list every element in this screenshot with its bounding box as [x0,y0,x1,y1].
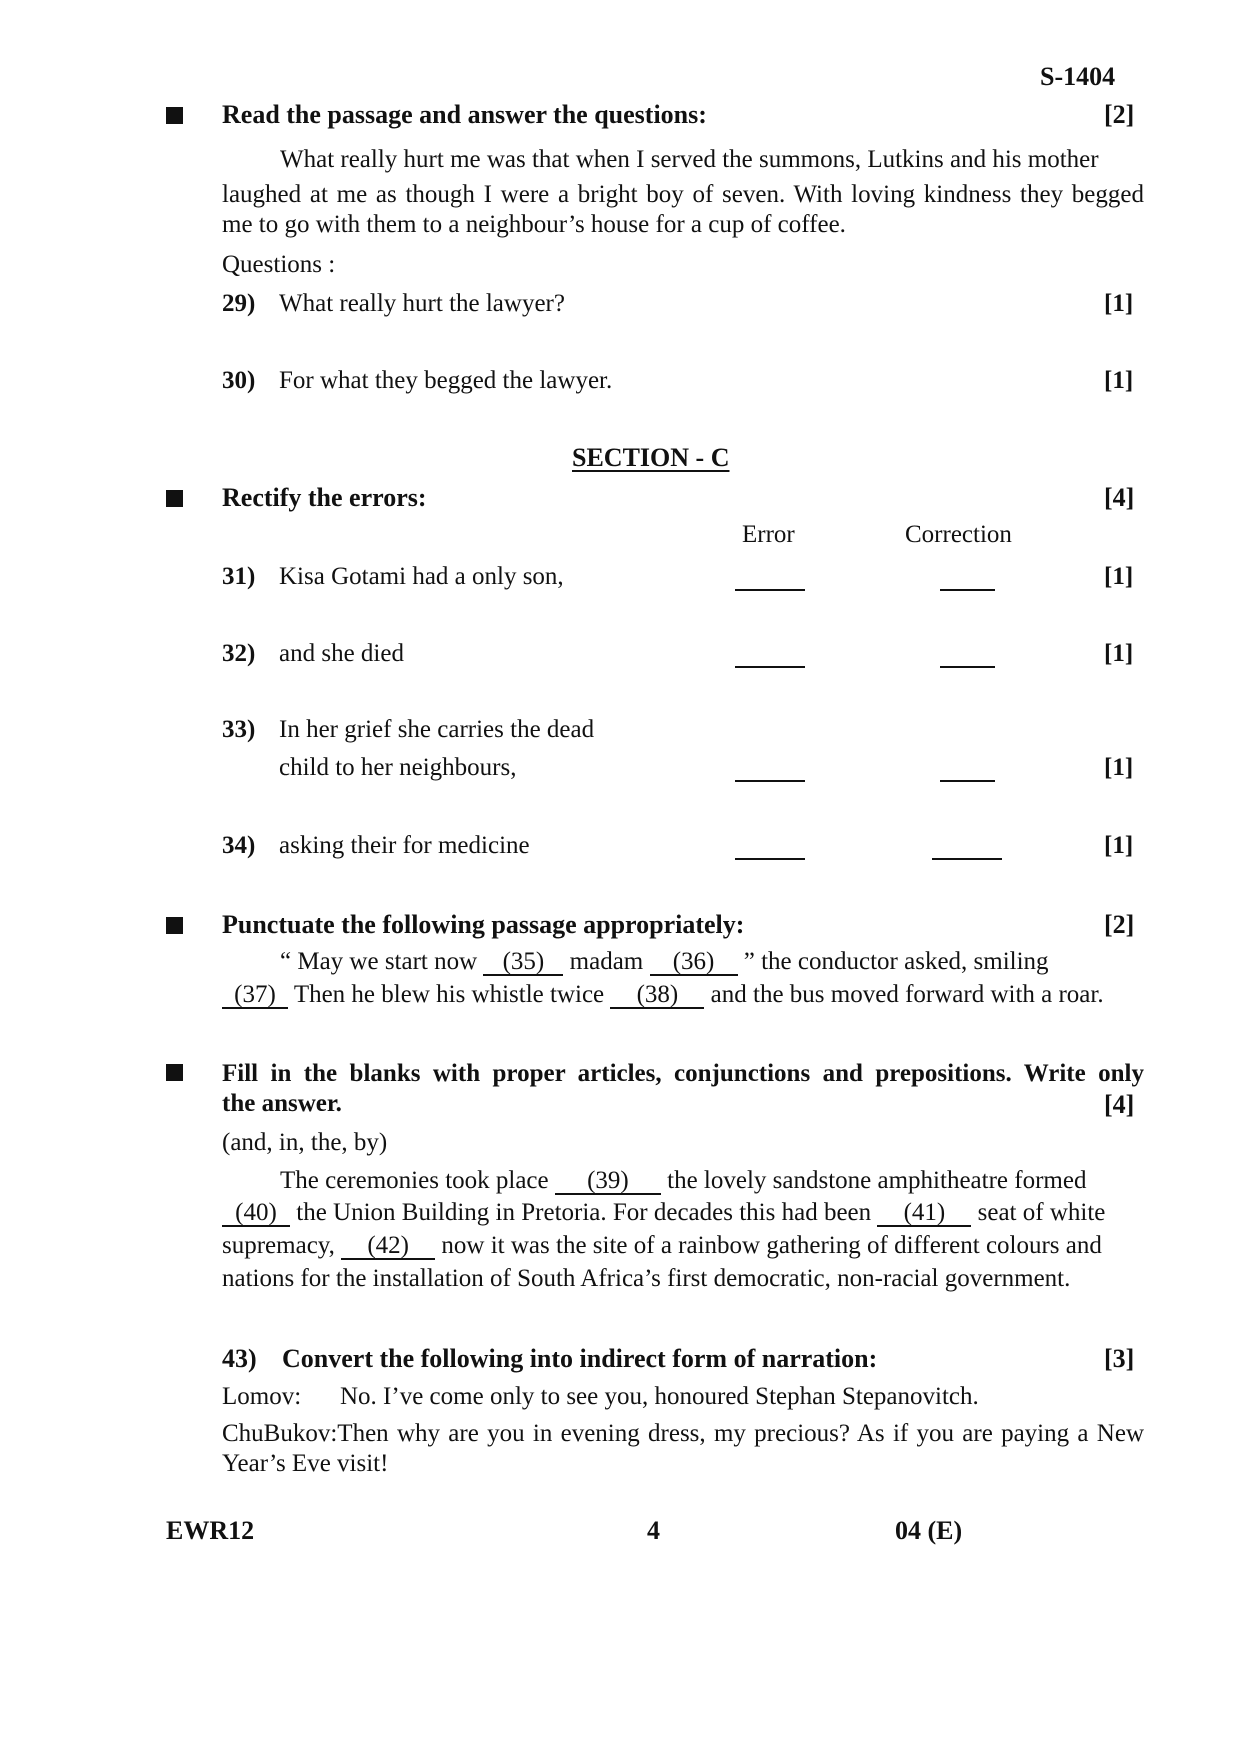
blank-40: (40) [222,1201,290,1227]
passage-text: and the bus moved forward with a roar. [710,981,1104,1008]
question-text: For what they begged the lawyer. [279,367,613,394]
narration-marks: [3] [1104,1344,1135,1373]
passage-text: now it was the site of a rainbow gathering of different colours and [441,1232,1102,1259]
item-marks: [1] [1104,563,1134,590]
correction-blank [940,780,995,782]
question-marks: [1] [1104,367,1134,394]
error-blank [735,780,805,782]
fill-line-4: nations for the installation of South Africa’s first democratic, non-racial government. [222,1265,1071,1292]
question-text: What really hurt the lawyer? [279,290,565,317]
error-blank [735,858,805,860]
fill-instruction: Fill in the blanks with proper articles, conjunctions and prepositions. Write only [222,1060,1144,1087]
item-marks: [1] [1104,754,1134,781]
passage-text: The ceremonies took place [280,1167,549,1194]
item-text: In her grief she carries the dead [279,716,595,743]
footer-code: EWR12 [166,1516,255,1545]
bullet-icon [166,107,183,124]
blank-35: (35) [483,950,563,976]
narration-speaker: Lomov: [222,1383,302,1410]
paper-code: S-1404 [1040,62,1116,91]
blank-37: (37) [222,983,288,1009]
punctuate-instruction: Punctuate the following passage appropriately: [222,910,745,939]
passage-text: Then he blew his whistle twice [293,981,605,1008]
correction-blank [940,589,995,591]
correction-blank [940,666,995,668]
item-number: 34) [222,832,256,859]
passage-text: the lovely sandstone amphitheatre formed [667,1167,1087,1194]
reading-instruction: Read the passage and answer the questions: [222,100,707,129]
punctuate-line-1 [280,948,1049,976]
question-number: 30) [222,367,256,394]
narration-instruction: Convert the following into indirect form of narration: [282,1344,878,1373]
item-marks: [1] [1104,640,1134,667]
column-header-error: Error [742,521,795,548]
footer-version: 04 (E) [895,1516,963,1545]
fill-options: (and, in, the, by) [222,1129,388,1156]
fill-marks: [4] [1104,1090,1135,1119]
bullet-icon [166,1064,183,1081]
blank-42: (42) [341,1234,435,1260]
questions-label: Questions : [222,251,336,278]
punctuate-marks: [2] [1104,910,1135,939]
narration-line: ChuBukov:Then why are you in evening dress, my precious? As if you are paying a New [222,1420,1144,1447]
fill-line-2 [222,1199,1105,1227]
bullet-icon [166,490,183,507]
blank-36: (36) [650,950,738,976]
column-header-correction: Correction [905,521,1012,548]
passage-line: laughed at me as though I were a bright boy of seven. With loving kindness they begged [222,181,1144,208]
narration-number: 43) [222,1344,257,1373]
passage-line: What really hurt me was that when I served the summons, Lutkins and his mother [280,146,1099,173]
blank-41: (41) [877,1201,971,1227]
correction-blank [932,858,1002,860]
item-text: child to her neighbours, [279,754,517,781]
fill-line-1 [280,1167,1086,1195]
fill-line-3 [222,1232,1102,1260]
error-blank [735,589,805,591]
item-text: Kisa Gotami had a only son, [279,563,564,590]
passage-text: the Union Building in Pretoria. For decades this had been [296,1199,872,1226]
blank-38: (38) [610,983,704,1009]
question-number: 29) [222,290,256,317]
narration-line: No. I’ve come only to see you, honoured Stephan Stepanovitch. [340,1383,979,1410]
reading-marks: [2] [1104,100,1135,129]
item-text: and she died [279,640,404,667]
passage-text: seat of white [977,1199,1106,1226]
passage-line: me to go with them to a neighbour’s house for a cup of coffee. [222,211,846,238]
item-text: asking their for medicine [279,832,530,859]
blank-39: (39) [555,1169,661,1195]
item-number: 32) [222,640,256,667]
narration-line: Year’s Eve visit! [222,1450,389,1477]
passage-text: supremacy, [222,1232,335,1259]
page-number: 4 [647,1516,660,1545]
passage-text: “ May we start now [280,948,478,975]
item-number: 33) [222,716,256,743]
rectify-marks: [4] [1104,483,1135,512]
error-blank [735,666,805,668]
item-marks: [1] [1104,832,1134,859]
rectify-instruction: Rectify the errors: [222,483,427,512]
passage-text: ” the conductor asked, smiling [743,948,1049,975]
item-number: 31) [222,563,256,590]
section-title: SECTION - C [572,443,730,472]
question-marks: [1] [1104,290,1134,317]
bullet-icon [166,917,183,934]
punctuate-line-2 [222,981,1104,1009]
passage-text: madam [569,948,644,975]
fill-instruction-cont: the answer. [222,1090,342,1117]
